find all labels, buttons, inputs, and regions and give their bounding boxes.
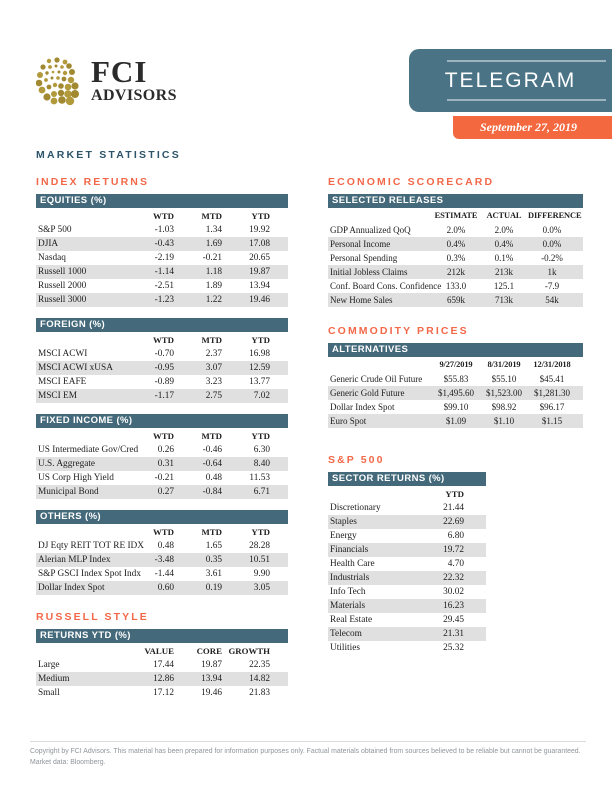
cell-value: -0.89 bbox=[154, 377, 174, 387]
cell-value: -0.70 bbox=[154, 349, 174, 359]
column-header: WTD bbox=[152, 334, 174, 345]
cell-value: 1k bbox=[547, 267, 557, 277]
row-label: Nasdaq bbox=[38, 253, 66, 263]
returns-ytd-table bbox=[36, 629, 288, 700]
cell-value: $96.17 bbox=[539, 402, 565, 412]
cell-value: 19.46 bbox=[249, 295, 270, 305]
table-row bbox=[328, 293, 583, 307]
row-label: Russell 2000 bbox=[38, 281, 87, 291]
cell-value: -1.03 bbox=[154, 225, 174, 235]
cell-value: 28.28 bbox=[249, 541, 270, 551]
cell-value: 1.18 bbox=[205, 267, 222, 277]
row-label: S&P 500 bbox=[38, 225, 72, 235]
table-row bbox=[328, 386, 583, 400]
table-row bbox=[36, 539, 288, 553]
section-title-commodity-prices: COMMODITY PRICES bbox=[328, 325, 469, 337]
cell-value: -0.2% bbox=[541, 253, 563, 263]
cell-value: 16.23 bbox=[443, 601, 464, 611]
cell-value: 29.45 bbox=[443, 615, 464, 625]
sector-returns-table bbox=[328, 472, 486, 655]
equities-table bbox=[36, 194, 288, 307]
table-row bbox=[328, 571, 486, 585]
cell-value: 17.12 bbox=[153, 688, 174, 698]
table-row bbox=[328, 279, 583, 293]
cell-value: 2.0% bbox=[446, 225, 466, 235]
row-label: Euro Spot bbox=[330, 416, 367, 426]
brand-name-advisors: ADVISORS bbox=[91, 87, 177, 104]
table-row bbox=[36, 223, 288, 237]
alternatives-table bbox=[328, 343, 583, 428]
cell-value: 1.89 bbox=[205, 281, 222, 291]
selected-releases-table bbox=[328, 194, 583, 307]
page-title: MARKET STATISTICS bbox=[36, 149, 181, 161]
row-label: Health Care bbox=[330, 559, 375, 569]
row-label: Utilities bbox=[330, 643, 360, 653]
right-column bbox=[328, 176, 583, 700]
cell-value: 0.48 bbox=[205, 473, 222, 483]
row-label: Russell 3000 bbox=[38, 295, 87, 305]
cell-value: -0.43 bbox=[154, 239, 174, 249]
table-row bbox=[328, 599, 486, 613]
table-row bbox=[36, 347, 288, 361]
column-header: 9/27/2019 bbox=[439, 360, 473, 369]
table-row bbox=[328, 557, 486, 571]
cell-value: 3.07 bbox=[205, 363, 222, 373]
content-columns bbox=[36, 176, 583, 700]
cell-value: 21.44 bbox=[443, 503, 464, 513]
row-label: Initial Jobless Claims bbox=[330, 267, 408, 277]
row-label: US Intermediate Gov/Cred bbox=[38, 445, 139, 455]
fixed-income-column-headers bbox=[36, 428, 288, 443]
table-row bbox=[36, 361, 288, 375]
cell-value: 17.08 bbox=[249, 239, 270, 249]
cell-value: $1,281.30 bbox=[534, 388, 570, 398]
column-header: WTD bbox=[152, 526, 174, 537]
cell-value: 3.23 bbox=[205, 377, 222, 387]
cell-value: 54k bbox=[545, 295, 559, 305]
table-row bbox=[36, 672, 288, 686]
cell-value: 1.22 bbox=[205, 295, 222, 305]
row-label: New Home Sales bbox=[330, 295, 393, 305]
cell-value: $1,495.60 bbox=[438, 388, 474, 398]
returns-ytd-header-bar: RETURNS YTD (%) bbox=[36, 629, 288, 643]
selected-releases-column-headers bbox=[328, 208, 583, 223]
cell-value: 125.1 bbox=[493, 281, 515, 291]
row-label: Materials bbox=[330, 601, 366, 611]
row-label: Conf. Board Cons. Confidence bbox=[330, 281, 442, 291]
cell-value: 21.31 bbox=[443, 629, 464, 639]
row-label: Russell 1000 bbox=[38, 267, 87, 277]
alternatives-header-bar: ALTERNATIVES bbox=[328, 343, 583, 357]
cell-value: -0.46 bbox=[202, 445, 222, 455]
table-row bbox=[36, 443, 288, 457]
row-label: Small bbox=[38, 688, 60, 698]
row-label: MSCI ACWI xUSA bbox=[38, 363, 113, 373]
cell-value: 0.31 bbox=[157, 459, 174, 469]
column-header: MTD bbox=[201, 334, 222, 345]
brand-wordmark bbox=[91, 56, 177, 104]
section-sp500 bbox=[328, 454, 583, 655]
fixed-income-header-bar: FIXED INCOME (%) bbox=[36, 414, 288, 428]
cell-value: -2.19 bbox=[154, 253, 174, 263]
cell-value: -7.9 bbox=[544, 281, 560, 291]
table-row bbox=[328, 585, 486, 599]
row-label: US Corp High Yield bbox=[38, 473, 114, 483]
cell-value: $55.83 bbox=[443, 374, 469, 384]
column-header: MTD bbox=[201, 210, 222, 221]
cell-value: 213k bbox=[495, 267, 513, 277]
column-header: 12/31/2018 bbox=[533, 360, 571, 369]
cell-value: 0.3% bbox=[446, 253, 466, 263]
column-header: WTD bbox=[152, 430, 174, 441]
cell-value: 0.4% bbox=[446, 239, 466, 249]
cell-value: 12.86 bbox=[153, 674, 174, 684]
cell-value: 2.0% bbox=[494, 225, 514, 235]
row-label: Dollar Index Spot bbox=[38, 583, 105, 593]
section-economic-scorecard bbox=[328, 176, 583, 307]
table-row bbox=[36, 485, 288, 499]
table-row bbox=[36, 237, 288, 251]
sector-returns-column-headers bbox=[328, 486, 486, 501]
cell-value: 0.0% bbox=[542, 225, 562, 235]
fixed-income-table bbox=[36, 414, 288, 499]
cell-value: -0.95 bbox=[154, 363, 174, 373]
cell-value: -3.48 bbox=[154, 555, 174, 565]
cell-value: 659k bbox=[447, 295, 465, 305]
cell-value: 0.60 bbox=[157, 583, 174, 593]
cell-value: 6.80 bbox=[447, 531, 464, 541]
cell-value: 20.65 bbox=[249, 253, 270, 263]
cell-value: 4.70 bbox=[447, 559, 464, 569]
row-label: Medium bbox=[38, 674, 70, 684]
column-header: ACTUAL bbox=[486, 211, 522, 220]
sector-returns-header-bar: SECTOR RETURNS (%) bbox=[328, 472, 486, 486]
badge-rule-bottom bbox=[447, 99, 606, 101]
cell-value: $1,523.00 bbox=[486, 388, 522, 398]
column-header: MTD bbox=[201, 526, 222, 537]
table-row bbox=[36, 567, 288, 581]
column-header: YTD bbox=[251, 526, 270, 537]
cell-value: $55.10 bbox=[491, 374, 517, 384]
cell-value: -2.51 bbox=[154, 281, 174, 291]
row-label: MSCI EM bbox=[38, 391, 78, 401]
cell-value: 0.35 bbox=[205, 555, 222, 565]
cell-value: $98.92 bbox=[491, 402, 517, 412]
row-label: Generic Gold Future bbox=[330, 388, 405, 398]
table-row bbox=[36, 457, 288, 471]
row-label: GDP Annualized QoQ bbox=[330, 225, 411, 235]
cell-value: 11.53 bbox=[249, 473, 270, 483]
row-label: Personal Spending bbox=[330, 253, 398, 263]
cell-value: 133.0 bbox=[445, 281, 467, 291]
row-label: Telecom bbox=[330, 629, 362, 639]
table-row bbox=[328, 613, 486, 627]
cell-value: 19.72 bbox=[443, 545, 464, 555]
table-row bbox=[36, 686, 288, 700]
row-label: Info Tech bbox=[330, 587, 366, 597]
fci-advisors-logo bbox=[36, 56, 177, 106]
telegram-badge bbox=[409, 49, 612, 112]
date-ribbon bbox=[453, 116, 612, 139]
column-header: YTD bbox=[251, 210, 270, 221]
row-label: Generic Crude Oil Future bbox=[330, 374, 423, 384]
cell-value: $1.09 bbox=[445, 416, 467, 426]
others-header-bar: OTHERS (%) bbox=[36, 510, 288, 524]
column-header: VALUE bbox=[144, 645, 174, 656]
cell-value: -1.23 bbox=[154, 295, 174, 305]
cell-value: -1.14 bbox=[154, 267, 174, 277]
cell-value: 19.87 bbox=[249, 267, 270, 277]
table-row bbox=[328, 251, 583, 265]
row-label: MSCI ACWI bbox=[38, 349, 88, 359]
table-row bbox=[328, 414, 583, 428]
equities-column-headers bbox=[36, 208, 288, 223]
row-label: Dollar Index Spot bbox=[330, 402, 395, 412]
cell-value: 1.34 bbox=[205, 225, 222, 235]
cell-value: $1.10 bbox=[493, 416, 515, 426]
table-row bbox=[328, 627, 486, 641]
cell-value: 13.94 bbox=[249, 281, 270, 291]
table-row bbox=[328, 641, 486, 655]
cell-value: 22.35 bbox=[249, 660, 270, 670]
section-title-russell-style: RUSSELL STYLE bbox=[36, 611, 149, 623]
table-row bbox=[328, 237, 583, 251]
cell-value: -0.64 bbox=[202, 459, 222, 469]
cell-value: 3.05 bbox=[253, 583, 270, 593]
cell-value: 212k bbox=[447, 267, 465, 277]
column-header: WTD bbox=[152, 210, 174, 221]
cell-value: 713k bbox=[495, 295, 513, 305]
foreign-table bbox=[36, 318, 288, 403]
cell-value: 22.69 bbox=[443, 517, 464, 527]
cell-value: 0.26 bbox=[157, 445, 174, 455]
row-label: U.S. Aggregate bbox=[38, 459, 96, 469]
others-column-headers bbox=[36, 524, 288, 539]
cell-value: $99.10 bbox=[443, 402, 469, 412]
left-column bbox=[36, 176, 288, 700]
cell-value: 0.48 bbox=[157, 541, 174, 551]
column-header: GROWTH bbox=[228, 645, 270, 656]
column-header: DIFFERENCE bbox=[528, 211, 582, 220]
column-header: MTD bbox=[201, 430, 222, 441]
table-row bbox=[36, 553, 288, 567]
equities-header-bar: EQUITIES (%) bbox=[36, 194, 288, 208]
row-label: Municipal Bond bbox=[38, 487, 99, 497]
column-header: YTD bbox=[445, 488, 464, 499]
table-row bbox=[328, 223, 583, 237]
cell-value: 3.61 bbox=[205, 569, 222, 579]
table-row bbox=[36, 293, 288, 307]
row-label: Real Estate bbox=[330, 615, 373, 625]
column-header: YTD bbox=[251, 334, 270, 345]
foreign-column-headers bbox=[36, 332, 288, 347]
table-row bbox=[36, 581, 288, 595]
badge-label: TELEGRAM bbox=[444, 68, 577, 92]
section-commodity-prices bbox=[328, 325, 583, 428]
foreign-header-bar: FOREIGN (%) bbox=[36, 318, 288, 332]
cell-value: 22.32 bbox=[443, 573, 464, 583]
dotted-globe-icon bbox=[36, 56, 82, 106]
cell-value: 6.30 bbox=[253, 445, 270, 455]
column-header: ESTIMATE bbox=[434, 211, 478, 220]
column-header: 8/31/2019 bbox=[487, 360, 521, 369]
cell-value: 16.98 bbox=[249, 349, 270, 359]
column-header: CORE bbox=[196, 645, 222, 656]
section-title-index-returns: INDEX RETURNS bbox=[36, 176, 150, 188]
cell-value: 10.51 bbox=[249, 555, 270, 565]
brand-name-fci: FCI bbox=[91, 54, 148, 89]
cell-value: 19.46 bbox=[201, 688, 222, 698]
footer-disclaimer: Copyright by FCI Advisors. This material has been prepared for information purposes only. Factual materials obtained from sources believed to be reliable but cannot be guaranteed. Market data: Bloomberg. bbox=[30, 741, 586, 768]
table-row bbox=[36, 471, 288, 485]
section-title-sp500: S&P 500 bbox=[328, 454, 385, 466]
cell-value: 8.40 bbox=[253, 459, 270, 469]
row-label: Staples bbox=[330, 517, 357, 527]
cell-value: 2.37 bbox=[205, 349, 222, 359]
row-label: DJ Eqty REIT TOT RE IDX bbox=[38, 541, 144, 551]
cell-value: 6.71 bbox=[253, 487, 270, 497]
cell-value: 0.4% bbox=[494, 239, 514, 249]
row-label: DJIA bbox=[38, 239, 59, 249]
column-header: YTD bbox=[251, 430, 270, 441]
row-label: Alerian MLP Index bbox=[38, 555, 111, 565]
cell-value: 21.83 bbox=[249, 688, 270, 698]
cell-value: 2.75 bbox=[205, 391, 222, 401]
others-table bbox=[36, 510, 288, 595]
table-row bbox=[36, 279, 288, 293]
cell-value: -1.44 bbox=[154, 569, 174, 579]
row-label: Discretionary bbox=[330, 503, 381, 513]
cell-value: 0.0% bbox=[542, 239, 562, 249]
table-row bbox=[328, 529, 486, 543]
cell-value: 17.44 bbox=[153, 660, 174, 670]
cell-value: 19.92 bbox=[249, 225, 270, 235]
cell-value: 1.65 bbox=[205, 541, 222, 551]
row-label: S&P GSCI Index Spot Indx bbox=[38, 569, 141, 579]
cell-value: -1.17 bbox=[154, 391, 174, 401]
section-index-returns bbox=[36, 176, 288, 595]
section-russell-style bbox=[36, 611, 288, 700]
alternatives-column-headers bbox=[328, 357, 583, 372]
cell-value: 0.19 bbox=[205, 583, 222, 593]
table-row bbox=[36, 251, 288, 265]
selected-releases-header-bar: SELECTED RELEASES bbox=[328, 194, 583, 208]
table-row bbox=[328, 372, 583, 386]
table-row bbox=[328, 265, 583, 279]
table-row bbox=[328, 543, 486, 557]
cell-value: $45.41 bbox=[539, 374, 565, 384]
cell-value: 1.69 bbox=[205, 239, 222, 249]
cell-value: 25.32 bbox=[443, 643, 464, 653]
table-row bbox=[328, 515, 486, 529]
cell-value: -0.21 bbox=[202, 253, 222, 263]
row-label: MSCI EAFE bbox=[38, 377, 87, 387]
table-row bbox=[36, 265, 288, 279]
cell-value: 0.1% bbox=[494, 253, 514, 263]
row-label: Financials bbox=[330, 545, 369, 555]
table-row bbox=[36, 658, 288, 672]
row-label: Large bbox=[38, 660, 60, 670]
cell-value: -0.84 bbox=[202, 487, 222, 497]
cell-value: 7.02 bbox=[253, 391, 270, 401]
section-title-economic-scorecard: ECONOMIC SCORECARD bbox=[328, 176, 495, 188]
cell-value: 13.77 bbox=[249, 377, 270, 387]
table-row bbox=[36, 389, 288, 403]
cell-value: 13.94 bbox=[201, 674, 222, 684]
cell-value: $1.15 bbox=[541, 416, 563, 426]
cell-value: 30.02 bbox=[443, 587, 464, 597]
table-row bbox=[328, 400, 583, 414]
table-row bbox=[36, 375, 288, 389]
cell-value: 0.27 bbox=[157, 487, 174, 497]
cell-value: 14.82 bbox=[249, 674, 270, 684]
table-row bbox=[328, 501, 486, 515]
report-date: September 27, 2019 bbox=[480, 120, 577, 134]
row-label: Industrials bbox=[330, 573, 370, 583]
cell-value: 19.87 bbox=[201, 660, 222, 670]
returns-ytd-column-headers bbox=[36, 643, 288, 658]
row-label: Energy bbox=[330, 531, 357, 541]
cell-value: -0.21 bbox=[154, 473, 174, 483]
cell-value: 9.90 bbox=[253, 569, 270, 579]
row-label: Personal Income bbox=[330, 239, 391, 249]
cell-value: 12.59 bbox=[249, 363, 270, 373]
